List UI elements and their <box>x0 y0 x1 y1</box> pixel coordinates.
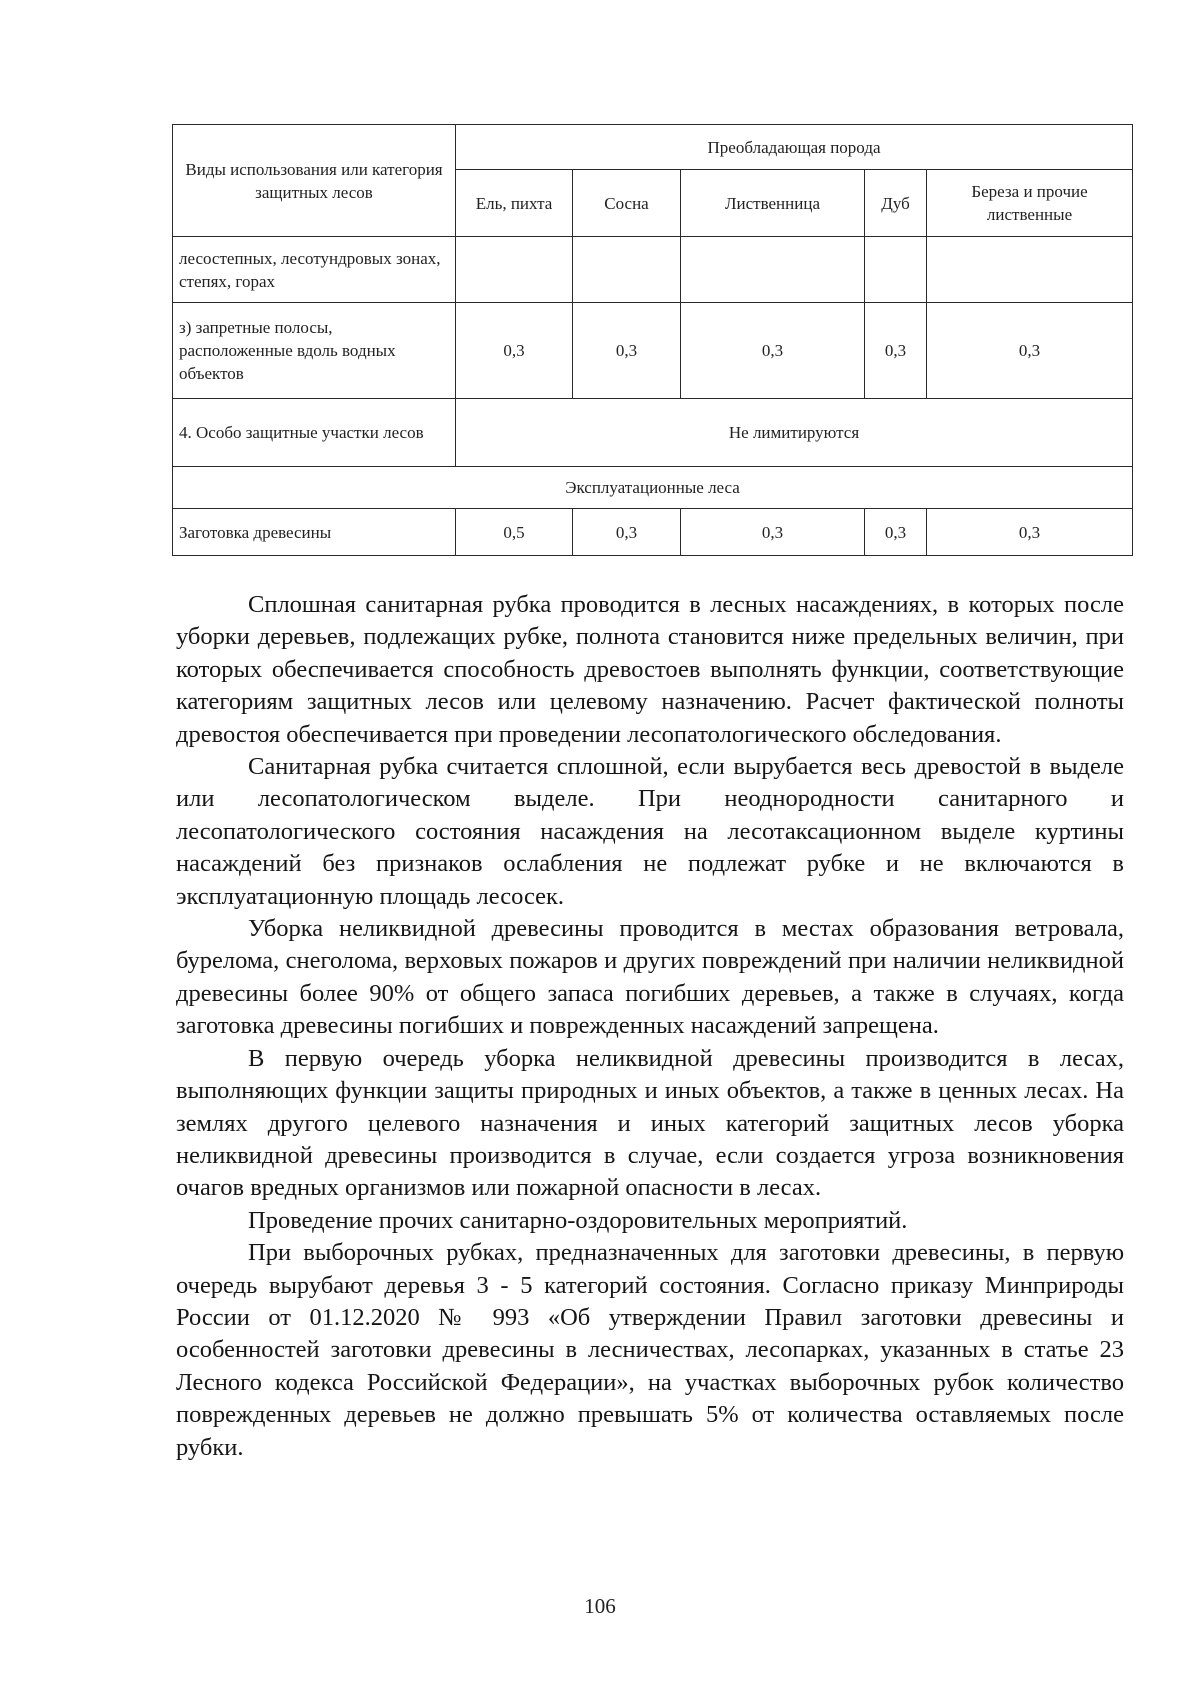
row-label: 4. Особо защитные участки лесов <box>173 399 456 467</box>
header-usage-category: Виды использования или категория защитных лесов <box>173 125 456 237</box>
row-label: з) запретные полосы, расположенные вдоль водных объектов <box>173 303 456 399</box>
table-cell: 0,3 <box>573 303 681 399</box>
paragraph: В первую очередь уборка неликвидной древесины производится в лесах, выполняющих функции защиты природных и иных объектов, а также в ценных лесах. На землях другого целевого назначения и иных категорий защитных лесов уборка неликвидной древесины производится в случае, если создается угроза возникновения очагов вредных организмов или пожарной опасности в лесах. <box>176 1044 1124 1202</box>
table-cell <box>456 237 573 303</box>
row-label: Заготовка древесины <box>173 509 456 556</box>
paragraph: Сплошная санитарная рубка проводится в лесных насаждениях, в которых после уборки деревьев, подлежащих рубке, полнота становится ниже предельных величин, при которых обеспечивается способность древостоев выполнять функции, соответствующие категориям защитных лесов или целевому назначению. Расчет фактической полноты древостоя обеспечивается при проведении лесопатологического обследования. <box>176 591 1124 748</box>
table-cell: 0,3 <box>573 509 681 556</box>
merged-value-not-limited: Не лимитируются <box>456 399 1133 467</box>
table-cell <box>865 237 927 303</box>
section-header-exploitation-forests: Эксплуатационные леса <box>173 467 1133 509</box>
table-cell: 0,3 <box>927 509 1133 556</box>
table-cell: 0,3 <box>456 303 573 399</box>
paragraph: При выборочных рубках, предназначенных для заготовки древесины, в первую очередь вырубают деревья 3 - 5 категорий состояния. Согласно приказу Минприроды России от 01.12.2020 № 993 «Об утверждении Правил заготовки древесины и особенностей заготовки древесины в лесничествах, лесопарках, указанных в статье 23 Лесного кодекса Российской Федерации», на участках выборочных рубок количество поврежденных деревьев не должно превышать 5% от количества оставляемых после рубки. <box>176 1239 1124 1461</box>
table-cell: 0,3 <box>681 303 865 399</box>
table-cell <box>573 237 681 303</box>
header-species-pine: Сосна <box>573 170 681 237</box>
header-species-spruce-fir: Ель, пихта <box>456 170 573 237</box>
table-row <box>173 509 1133 556</box>
table-cell: 0,3 <box>681 509 865 556</box>
table-row <box>173 237 1133 303</box>
body-text <box>176 589 1124 1464</box>
table-cell: 0,3 <box>865 303 927 399</box>
paragraph: Уборка неликвидной древесины проводится в местах образования ветровала, бурелома, снеголома, верховых пожаров и других повреждений при наличии неликвидной древесины более 90% от общего запаса погибших деревьев, а также в случаях, когда заготовка древесины погибших и поврежденных насаждений запрещена. <box>176 915 1124 1040</box>
table-cell: 0,3 <box>927 303 1133 399</box>
table-section-row <box>173 467 1133 509</box>
table-row <box>173 399 1133 467</box>
header-predominant-species: Преобладающая порода <box>456 125 1133 170</box>
header-species-oak: Дуб <box>865 170 927 237</box>
table-cell <box>927 237 1133 303</box>
paragraph: Санитарная рубка считается сплошной, если вырубается весь древостой в выделе или лесопатологическом выделе. При неоднородности санитарного и лесопатологического состояния насаждения на лесотаксационном выделе куртины насаждений без признаков ослабления не подлежат рубке и не включаются в эксплуатационную площадь лесосек. <box>176 753 1124 910</box>
header-species-birch-other: Береза и прочие лиственные <box>927 170 1133 237</box>
page-number: 106 <box>584 1594 616 1618</box>
row-label: лесостепных, лесотундровых зонах, степях, горах <box>173 237 456 303</box>
table-row <box>173 303 1133 399</box>
table-cell: 0,5 <box>456 509 573 556</box>
paragraph: Проведение прочих санитарно-оздоровительных мероприятий. <box>248 1206 908 1234</box>
cutting-norms-table <box>172 124 1133 556</box>
header-species-larch: Лиственница <box>681 170 865 237</box>
table-cell: 0,3 <box>865 509 927 556</box>
table-cell <box>681 237 865 303</box>
